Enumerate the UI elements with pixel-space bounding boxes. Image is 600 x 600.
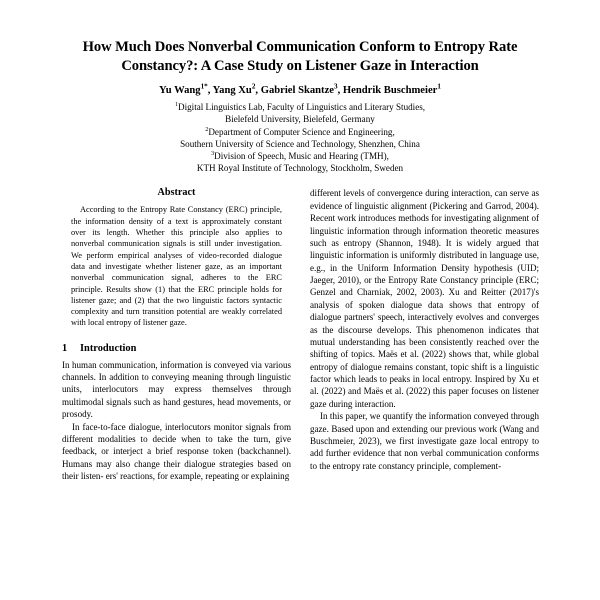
affiliation-line: Bielefeld University, Bielefeld, Germany (225, 114, 375, 125)
section-title: Introduction (80, 342, 137, 354)
left-column (62, 187, 291, 482)
abstract-text: According to the Entropy Rate Constancy (ERC) principle, the information density of a text is approximately constant over its length. Whether this principle also applies to nonverbal communication signals is still under investigation. We perform empirical analyses of video-recorded dialogue data and investigate whether listener gaze, as an important nonverbal communication signal, adheres to the ERC principle. Results show (1) that the ERC principle holds for listener gaze; and (2) that the two linguistic factors syntactic complexity and turn transition potential are weakly correlated with local entropy of listener gaze. (71, 205, 282, 328)
paragraph: In this paper, we quantify the information conveyed through gaze. Based upon and extending our previous work (Wang and Buschmeier, 2023), we first investigate gaze local entropy to add further evidence that non verbal communication conforms to the entropy rate constancy principle, complement- (310, 411, 539, 471)
section-number: 1 (62, 342, 68, 354)
paragraph: In face-to-face dialogue, interlocutors monitor signals from different modalities to decide when to take the turn, give feedback, or interject a brief response token (backchannel). Humans may also change their dialogue strategies based on their listen- ers' reactions, for example, repeating or explaining (62, 421, 291, 482)
right-column (310, 187, 539, 482)
affiliation-line: $^2$Department of Computer Science and Engineering, (205, 125, 395, 137)
paragraph: In human communication, information is conveyed via various channels. In addition to conveying meaning through linguistic units, interlocutors may express themselves through multimodal signals such as hand gestures, head movements, or prosody. (62, 359, 291, 420)
affiliation-line: $^1$Digital Linguistics Lab, Faculty of Linguistics and Literary Studies, (174, 101, 426, 113)
affiliations (62, 101, 538, 174)
paragraph: different levels of convergence during interaction, can serve as evidence of linguistic alignment (Pickering and Garrod, 2004). Recent work introduces methods for investigating alignment of linguistic information through information theoretic measures such as entropy (Shannon, 1948). It is widely argued that linguistic information is uniformly distributed in language use, e.g., in the Uniform Information Density hypothesis (UID; Jaeger, 2010), or the Entropy Rate Constancy principle (ERC; Genzel and Charniak, 2002, 2003). Xu and Reitter (2017)'s analysis of spoken dialogue data shows that entropy of dialogue partners' speech, interactively evolves and converges as the discourse develops. This phenomenon indicates that mutual understanding has been consistently reached over the shifting of topics. Maës et al. (2022) shows that, while global entropy of dialogue remains constant, topic shift is a linguistic factor which leads to peaks in local entropy. Inspired by Xu et al. (2022) and Maës et al. (2022) this paper focuses on listener gaze during interaction. (310, 188, 539, 409)
page-title: How Much Does Nonverbal Communication Conform to Entropy Rate Constancy?: A Case Study on Listener Gaze in Interaction (82, 39, 518, 74)
abstract-heading: Abstract (157, 187, 196, 199)
two-column-body (62, 187, 538, 482)
section-heading-introduction (62, 343, 291, 354)
author-list: Yu Wang$^{1*}$, Yang Xu$^2$, Gabriel Skantze$^3$, Hendrik Buschmeier$^1$ (159, 82, 441, 97)
affiliation-line: $^3$Division of Speech, Music and Hearing (TMH), (211, 149, 389, 161)
affiliation-line: Southern University of Science and Technology, Shenzhen, China (180, 138, 420, 149)
affiliation-line: KTH Royal Institute of Technology, Stockholm, Sweden (196, 163, 404, 174)
